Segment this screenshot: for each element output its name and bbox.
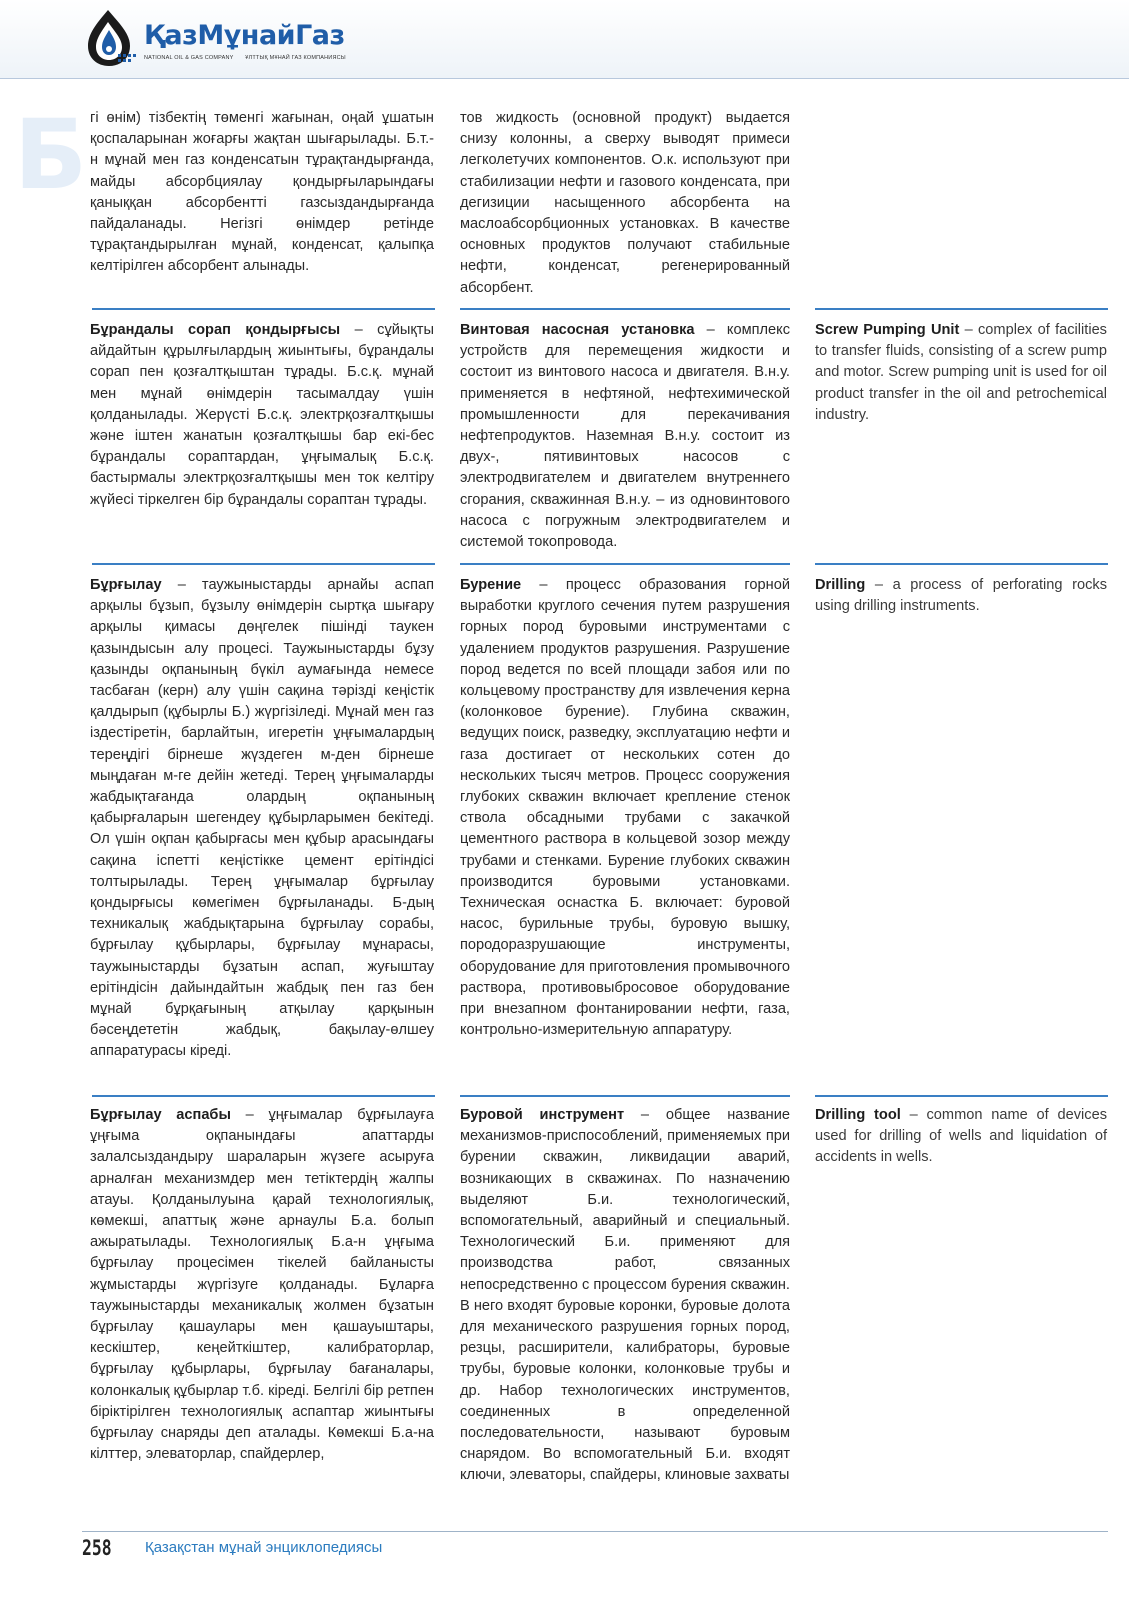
entry-ru-2-term: Бурение	[460, 577, 522, 593]
entry-ru-3-text: – общее название механизмов-приспособлений, применяемых при бурении скважин, ликвидации аварий, возникающих в скважинах. По назначению выделяют Б.и. технологический, вспомогательный, аварийный и специальный. Технологический Б.и. применяют для производства работ, связанных непосредственно с процессом бурения скважин. В него входят буровые коронки, буровые долота для механического разрушения горных пород, резцы, расширители, калибраторы, буровые трубы, буровые колонки, колонковые трубы и др. Набор технологических инструментов, соединенных в определенной последовательности, называют буровым снарядом. Во вспомогательный Б.и. входят ключи, элеваторы, спайдеры, клиновые захваты	[460, 1107, 790, 1484]
footer-title: Қазақстан мұнай энциклопедиясы	[145, 1539, 383, 1556]
entry-en-3-text: – common name of devices used for drilling of wells and liquidation of accidents in wells.	[815, 1107, 1107, 1166]
entry-kz-0-text: гі өнім) тізбектің төменгі жағынан, оңай ұшатын қоспаларынан жоғарғы жақтан шығарылады. Б.т.-н мұнай мен газ конденсатын тұрақтандырғанда, майды абсорбциялау қондырғыларындағы қаныққан абсорбентті газсыздандырғанда пайдаланады. Негізгі өнімдер ретінде тұрақтандырылған мұнай, конденсат, қалыпқа келтірілген абсорбент алынады.	[90, 110, 434, 275]
entry-en-2	[815, 575, 1107, 617]
section-divider	[92, 1095, 435, 1097]
entry-kz-2-term: Бұрғылау	[90, 577, 162, 593]
entry-ru-0	[460, 108, 790, 299]
footer-divider	[82, 1531, 1108, 1532]
entry-kz-1	[90, 320, 434, 511]
entry-en-2-text: – a process of perforating rocks using drilling instruments.	[815, 577, 1107, 615]
entry-ru-0-text: тов жидкость (основной продукт) выдается снизу колонны, а сверху выводят примеси легколетучих компонентов. О.к. используют при стабилизации нефти и газового конденсата, при дегизиции насыщенного абсорбента на маслоабсорбционных установках. В качестве основных продуктов получают стабильные нефти, конденсат, регенерированный абсорбент.	[460, 110, 790, 296]
entry-kz-2-text: – таужыныстарды арнайы аспап арқылы бұзып, бұзылу өнімдерін сыртқа шығару арқылы қимасы дөңгелек пішінді таукен қазындысын алу процесі. Таужыныстарды бұзу қазынды оқпанының бүкіл аумағында немесе тасбаған (керн) алу үшін сақина тәрізді кеңістік қалдырып (құбырлы Б.) жүргізіледі. Мұнай мен газ іздестіретін, барлайтын, игеретін ұңғымалардың тереңдігі бірнеше жүздеген м-ден бірнеше мыңдаған м-ге дейін жетеді. Терең ұңғымаларды жабдықтағанда олардың оқпанының қабырғаларын шегендеу құбырларымен бекітеді. Ол үшін оқпан қабырғасы мен құбыр арасындағы сақина іспетті кеңістікке цемент ерітіндісі толтырылады. Терең ұңғымалар бұрғылау қондырғысы көмегімен бұрғыланады. Б-дың техникалық жабдықтарына бұрғылау сорабы, бұрғылау құбырлары, бұрғылау мұнарасы, таужыныстарды бұзатын аспап, жуғыштау ерітіндісін дайындайтын жабдық пен газ бен мұнай бұрқағының атқылау қарқынын бәсеңдететін жабдық, бақылау-өлшеу аппаратурасы кіреді.	[90, 577, 434, 1060]
entry-kz-1-text: – сұйықты айдайтын құрылғылардың жиынтығы, бұрандалы сорап пен қозғалтқыштан тұрады. Б.с.қ. мұнай мен мұнай өнімдерін тасымалдау үшін қолданылады. Жерүсті Б.с.қ. электрқозғалтқышы және іштен жанатын қозғалтқышы бар екі-бес бұрандалы сораптардан, ұңғымалық Б.с.қ. бастырмалы электрқозғалтқышы мен ток келтіру жүйесі тіркелген бір бұрандалы сораптан тұрады.	[90, 322, 434, 508]
logo-subtitle	[144, 55, 356, 61]
entry-kz-3	[90, 1105, 434, 1465]
section-divider	[460, 1095, 790, 1097]
entry-ru-2	[460, 575, 790, 1041]
page-number: 258	[82, 1536, 112, 1560]
entry-en-3	[815, 1105, 1107, 1169]
entry-kz-0	[90, 108, 434, 278]
section-divider	[815, 308, 1108, 310]
section-letter-b	[14, 99, 88, 211]
svg-text:Б: Б	[14, 99, 88, 211]
section-divider	[460, 563, 790, 565]
entry-ru-1-text: – комплекс устройств для перемещения жидкости и состоит из винтового насоса и двигателя. В.н.у. применяется в нефтяной, нефтехимической промышленности для перекачивания нефтепродуктов. Наземная В.н.у. состоит из двух-, пятивинтовых насосов с электродвигателем и двигателем внутреннего сгорания, скважинная В.н.у. – из одновинтового насоса с погружным электродвигателем и системой токопровода.	[460, 322, 790, 551]
logo-subtitle-en: NATIONAL OIL & GAS COMPANY	[144, 55, 234, 61]
entry-kz-1-term: Бұрандалы сорап қондырғысы	[90, 322, 341, 338]
entry-ru-1	[460, 320, 790, 553]
entry-ru-3-term: Буровой инструмент	[460, 1107, 625, 1123]
logo-subtitle-kz: ҰЛТТЫҚ МҰНАЙ ГАЗ КОМПАНИЯСЫ	[245, 55, 346, 61]
entry-en-1-term: Screw Pumping Unit	[815, 322, 960, 338]
drop-flame-icon	[82, 8, 140, 68]
entry-en-1-text: – complex of facilities to transfer fluids, consisting of a screw pump and motor. Screw pumping unit is used for oil product transfer in the oil and petrochemical industry.	[815, 322, 1107, 423]
section-divider	[815, 1095, 1108, 1097]
entry-en-1	[815, 320, 1107, 426]
section-divider	[460, 308, 790, 310]
company-logo	[82, 8, 382, 68]
entry-kz-2	[90, 575, 434, 1063]
logo-wordmark: ҚазМұнайГаз	[144, 20, 345, 51]
entry-en-3-term: Drilling tool	[815, 1107, 901, 1123]
entry-en-2-term: Drilling	[815, 577, 866, 593]
entry-kz-3-term: Бұрғылау аспабы	[90, 1107, 231, 1123]
entry-ru-2-text: – процесс образования горной выработки круглого сечения путем разрушения горных пород буровыми инструментами с удалением продуктов разрушения. Разрушение пород ведется по всей площади забоя или по кольцевому пространству для извлечения керна (колонковое бурение). Глубина скважин, ведущих поиск, разведку, эксплуатацию нефти и газа достигает от нескольких сотен до нескольких тысяч метров. Процесс сооружения глубоких скважин включает крепление стенок ствола обсадными трубами с закачкой цементного раствора в кольцевой зозор между трубами и стенками. Бурение глубоких скважин производится буровыми установками. Техническая оснастка Б. включает: буровой насос, бурильные трубы, буровую вышку, породоразрушающие инструменты, оборудование для приготовления промывочного раствора, противовыбросовое оборудование при внезапном фонтанировании нефти, газа, контрольно-измерительную аппаратуру.	[460, 577, 790, 1039]
entry-kz-3-text: – ұңғымалар бұрғылауға ұңғыма оқпанындағы апаттарды залалсыздандыру шараларын жүзеге асыруға арналған механизмдер мен тетіктердің жалпы атауы. Қолданылуына қарай технологиялық, көмекші, апаттық және арнаулы Б.а. болып ажыратылады. Технологиялық Б.а-н ұңғыма бұрғылау процесімен тікелей байланысты жұмыстарды жүргізуге қолданады. Бұларға таужыныстарды механикалық жолмен бұзатын бұрғылау қашаулары мен қашауыштары, кескіштер, кеңейткіштер, калибраторлар, бұрғылау құбырлары, бұрғылау бағаналары, колонкалық құбырлар т.б. кіреді. Белгілі бір ретпен біріктірілген технологиялық аспаптар жиынтығы бұрғылау снаряды деп аталады. Көмекші Б.а-на кілттер, элеваторлар, спайдерлер,	[90, 1107, 435, 1463]
section-divider	[92, 563, 435, 565]
entry-ru-1-term: Винтовая насосная установка	[460, 322, 695, 338]
entry-ru-3	[460, 1105, 790, 1487]
section-divider	[92, 308, 435, 310]
section-divider	[815, 563, 1108, 565]
